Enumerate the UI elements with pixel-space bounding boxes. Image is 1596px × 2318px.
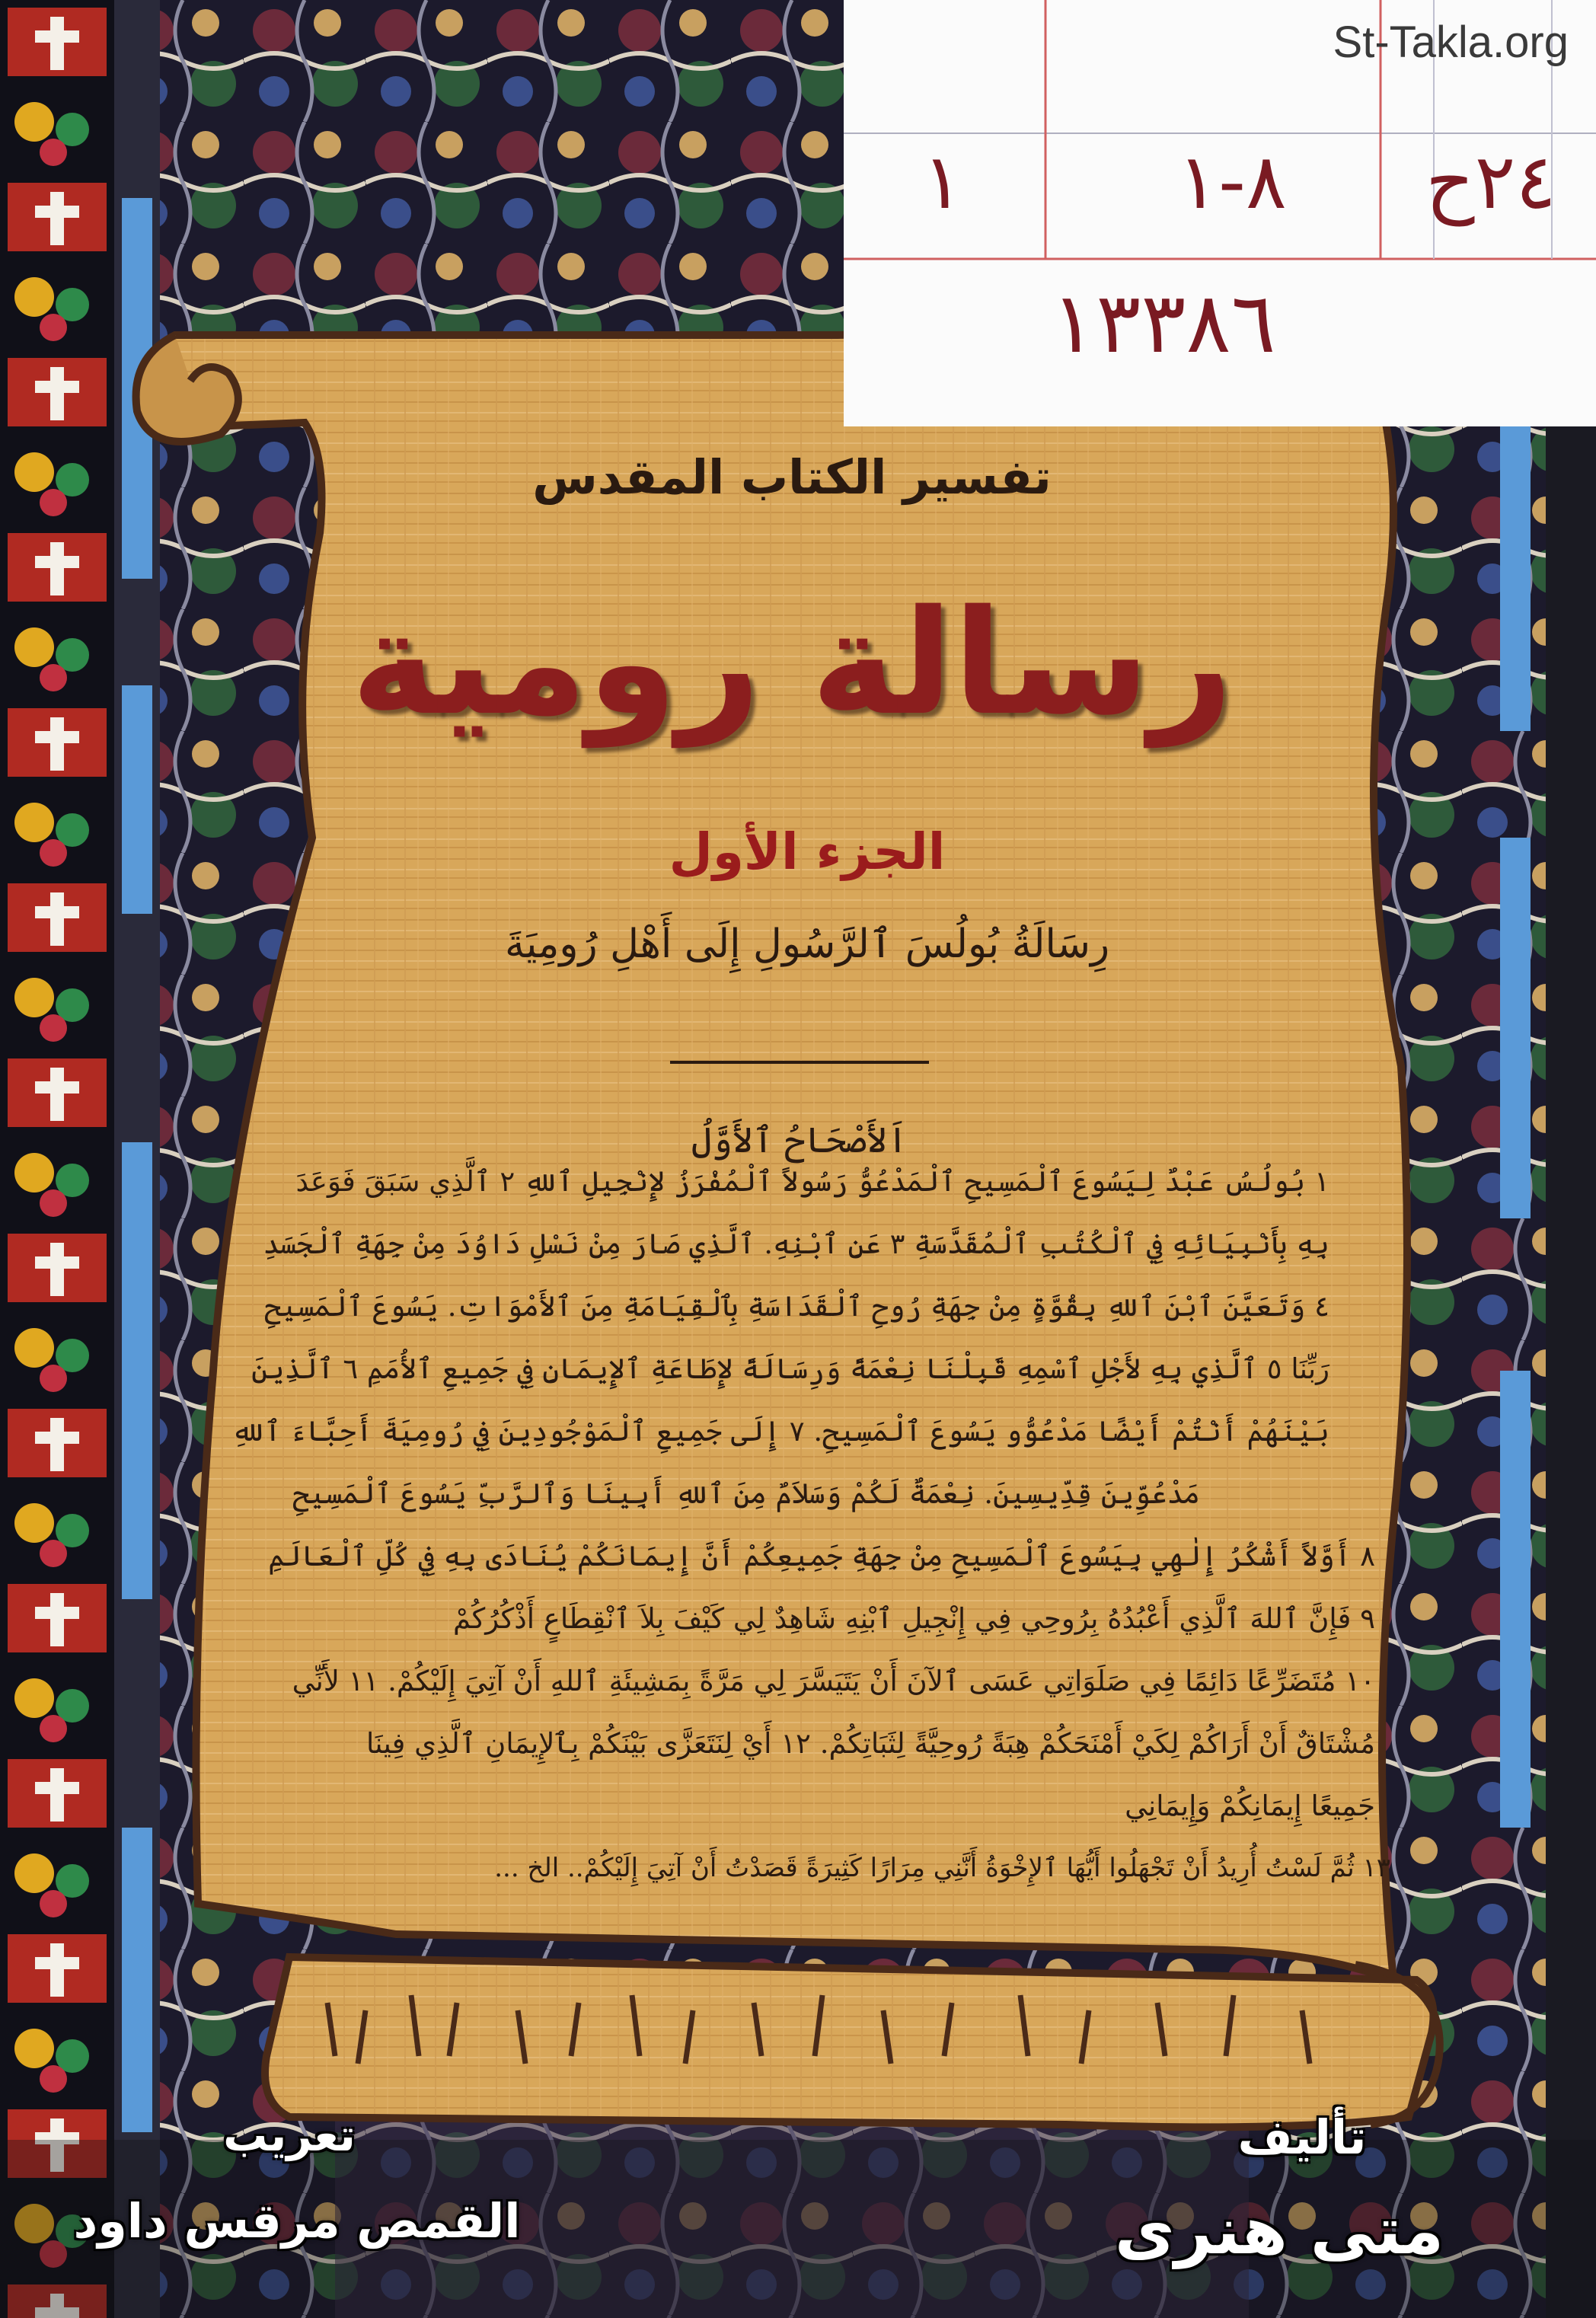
scripture-line: ٤ وَتَعَيَّنَ ٱبْنَ ٱللهِ بِقُوَّةٍ مِنْ جِهَةِ رُوحِ ٱلْقَدَاسَةِ بِٱلْقِيَامَةِ مِنَ ٱلأَمْوَاتِ. يَسُوعَ ٱلْمَسِيحِ	[264, 1290, 1329, 1323]
author-label: تأليف	[1237, 2109, 1367, 2165]
translator-name: القمص مرقس داود	[73, 2193, 521, 2249]
scripture-line: ١٣ ثُمَّ لَسْتُ أُرِيدُ أَنْ تَجْهَلُوا أَيُّهَا ٱلإِخْوَةُ أَنَّنِي مِرَارًا كَثِيرَةً قَصَدْتُ أَنْ آتِيَ إِلَيْكُمْ.. الخ ...	[494, 1853, 1390, 1883]
part-label: الجزء الأول	[669, 822, 946, 881]
chapter-heading: اَلأَصْحَاحُ ٱلأَوَّلُ	[691, 1119, 908, 1161]
card-accession-number: ١٣٣٨٦	[1051, 274, 1276, 372]
scripture-line: جَمِيعًا إِيمَانِكُمْ وَإِيمَانِي	[1125, 1790, 1375, 1822]
scripture-line: بَيْنَهُمْ أَنْتُمْ أَيْضًا مَدْعُوُّو يَسُوعَ ٱلْمَسِيحِ. ٧ إِلَى جَمِيعِ ٱلْمَوْجُودِينَ فِي رُومِيَةَ أَحِبَّاءَ ٱللهِ	[231, 1415, 1329, 1448]
subtitle: رِسَالَةُ بُولُسَ ٱلرَّسُولِ إِلَى أَهْلِ رُومِيَةَ	[504, 921, 1110, 967]
scripture-line: بِهِ بِأَنْبِيَائِهِ فِي ٱلْكُتُبِ ٱلْمُقَدَّسَةِ ٣ عَنِ ٱبْنِهِ. ٱلَّذِي صَارَ مِنْ نَسْلِ دَاوُدَ مِنْ جِهَةِ ٱلْجَسَدِ	[263, 1228, 1329, 1260]
translator-label: تعريب	[223, 2109, 356, 2161]
scripture-line: مُشْتَاقٌ أَنْ أَرَاكُمْ لِكَيْ أَمْنَحَكُمْ هِبَةً رُوحِيَّةً لِثَبَاتِكُمْ. ١٢ أَيْ لِنَتَعَزَّى بَيْنَكُمْ بِٱلإِيمَانِ ٱلَّذِي فِينَا	[366, 1727, 1375, 1760]
card-field-1: ٢٤ح	[1425, 137, 1556, 226]
scripture-line: ٨ أَوَّلاً أَشْكُرُ إِلٰهِي بِيَسُوعَ ٱلْمَسِيحِ مِنْ جِهَةِ جَمِيعِكُمْ أَنَّ إِيمَانَكُمْ يُنَادَى بِهِ فِي كُلِّ ٱلْعَالَمِ	[268, 1540, 1375, 1572]
scripture-line: مَدْعُوِّينَ قِدِّيسِينَ. نِعْمَةٌ لَكُمْ وَسَلاَمٌ مِنَ ٱللهِ أَبِينَا وَٱلرَّبِّ يَسُوعَ ٱلْمَسِيحِ	[292, 1477, 1200, 1510]
scripture-line: ١ بُولُسُ عَبْدٌ لِيَسُوعَ ٱلْمَسِيحِ ٱلْمَدْعُوُّ رَسُولاً ٱلْمُفْرَزُ لإِنْجِيلِ ٱللهِ ٢ ٱلَّذِي سَبَقَ فَوَعَدَ	[295, 1165, 1329, 1198]
card-field-3: ١	[922, 137, 963, 226]
watermark: St-Takla.org	[1333, 18, 1569, 67]
series-title: تفسير الكتاب المقدس	[532, 449, 1052, 505]
scripture-line: ٩ فَإِنَّ ٱللهَ ٱلَّذِي أَعْبُدُهُ بِرُوحِي فِي إِنْجِيلِ ٱبْنِهِ شَاهِدٌ لِي كَيْفَ بِلاَ ٱنْقِطَاعٍ أَذْكُرُكُمْ	[452, 1602, 1375, 1635]
book-title: رسالة رومية	[350, 579, 1234, 747]
author-name: متى هنرى	[1114, 2193, 1444, 2269]
scripture-line: ١٠ مُتَضَرِّعًا دَائِمًا فِي صَلَوَاتِي عَسَى ٱلآنَ أَنْ يَتَيَسَّرَ لِي مَرَّةً بِمَشِيئَةِ ٱللهِ أَنْ آتِيَ إِلَيْكُمْ. ١١ لأَنِّي	[292, 1665, 1375, 1697]
card-field-2: ٨-١	[1177, 137, 1287, 226]
scripture-line: رَبِّنَا ٥ ٱلَّذِي بِهِ لأَجْلِ ٱسْمِهِ قَبِلْنَا نِعْمَةً وَرِسَالَةً لإِطَاعَةِ ٱلإِيمَانِ فِي جَمِيعِ ٱلأُمَمِ ٦ ٱلَّذِينَ	[251, 1352, 1329, 1385]
